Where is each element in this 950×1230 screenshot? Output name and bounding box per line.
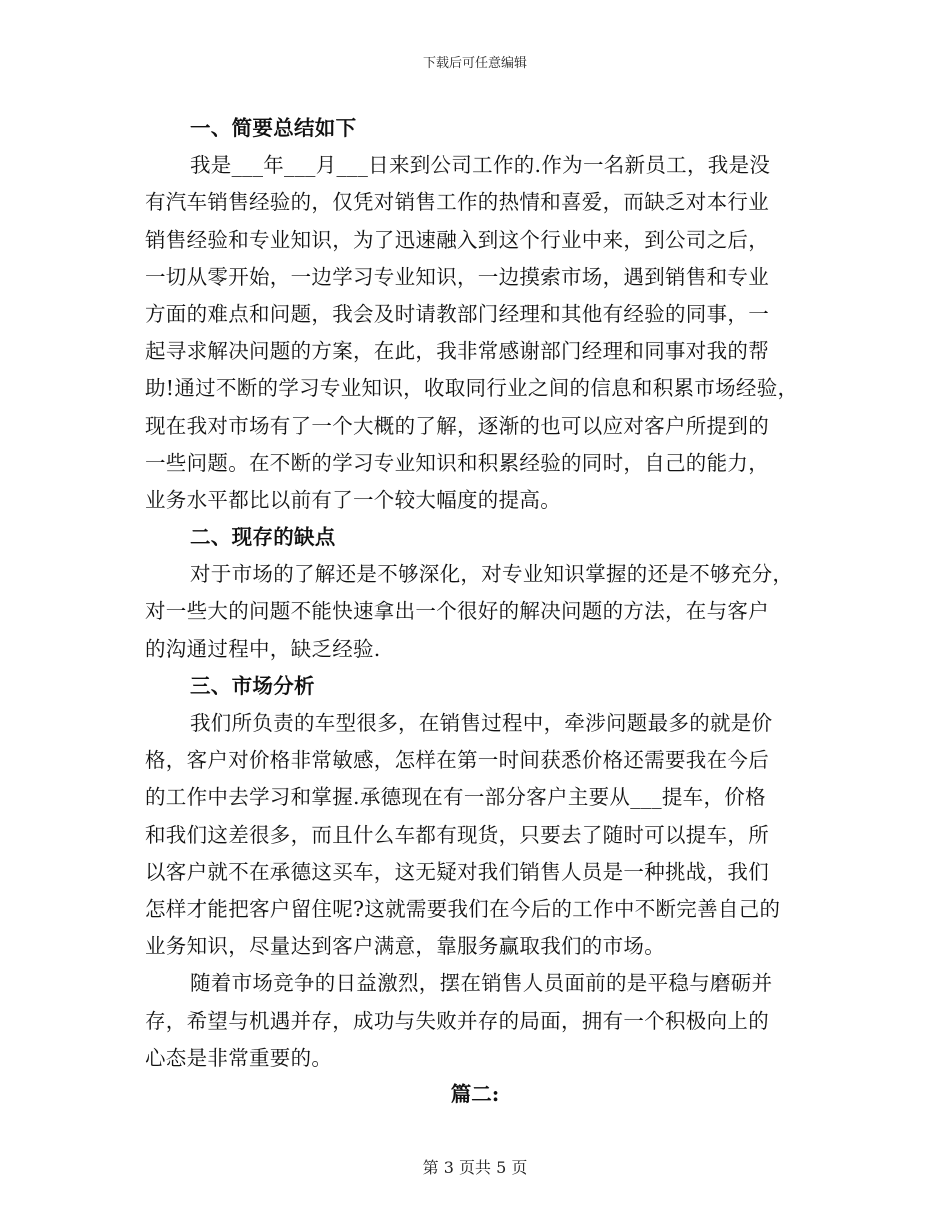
paragraph-line: 销售经验和专业知识，为了迅速融入到这个行业中来，到公司之后，	[145, 227, 769, 252]
paragraph-line: 一些问题。在不断的学习专业知识和积累经验的同时，自己的能力，	[145, 450, 769, 475]
paragraph-line: 对于市场的了解还是不够深化，对专业知识掌握的还是不够充分，	[190, 562, 794, 587]
section-title: 篇二:	[450, 1082, 500, 1106]
page-footer: 第 3 页共 5 页	[422, 1158, 528, 1177]
page-header: 下载后可任意编辑	[422, 56, 527, 71]
section-heading: 二、现存的缺点	[190, 525, 336, 550]
paragraph-line: 怎样才能把客户留住呢?这就需要我们在今后的工作中不断完善自己的	[145, 896, 781, 921]
paragraph-line: 以客户就不在承德这买车，这无疑对我们销售人员是一种挑战，我们	[145, 859, 769, 884]
section-heading: 三、市场分析	[190, 673, 315, 698]
paragraph-line: 对一些大的问题不能快速拿出一个很好的解决问题的方法，在与客户	[145, 599, 769, 624]
paragraph-line: 的沟通过程中，缺乏经验.	[145, 636, 381, 661]
paragraph-line: 心态是非常重要的。	[145, 1045, 333, 1070]
paragraph-line: 现在我对市场有了一个大概的了解，逐渐的也可以应对客户所提到的	[145, 413, 769, 438]
paragraph-line: 存，希望与机遇并存，成功与失败并存的局面，拥有一个积极向上的	[145, 1008, 769, 1033]
paragraph-line: 和我们这差很多，而且什么车都有现货，只要去了随时可以提车，所	[145, 822, 769, 847]
paragraph-line: 业务知识，尽量达到客户满意，靠服务赢取我们的市场。	[145, 934, 665, 959]
paragraph-line: 方面的难点和问题，我会及时请教部门经理和其他有经验的同事，一	[145, 301, 769, 326]
section-heading: 一、简要总结如下	[190, 116, 357, 140]
paragraph-line: 一切从零开始，一边学习专业知识，一边摸索市场，遇到销售和专业	[145, 264, 769, 289]
paragraph-line: 有汽车销售经验的，仅凭对销售工作的热情和喜爱，而缺乏对本行业	[145, 190, 769, 215]
paragraph-line: 业务水平都比以前有了一个较大幅度的提高。	[145, 487, 561, 512]
paragraph-line: 格，客户对价格非常敏感，怎样在第一时间获悉价格还需要我在今后	[145, 748, 769, 773]
document-body	[145, 110, 825, 1077]
paragraph-line: 助!通过不断的学习专业知识，收取同行业之间的信息和积累市场经验，	[145, 376, 799, 401]
paragraph-line: 我们所负责的车型很多，在销售过程中，牵涉问题最多的就是价	[190, 711, 773, 735]
paragraph-line: 的工作中去学习和掌握.承德现在有一部分客户主要从___提车，价格	[145, 785, 766, 810]
paragraph-line: 随着市场竞争的日益激烈，摆在销售人员面前的是平稳与磨砺并	[190, 971, 773, 996]
paragraph-line: 起寻求解决问题的方案，在此，我非常感谢部门经理和同事对我的帮	[145, 339, 769, 364]
paragraph-line: 我是___年___月___日来到公司工作的.作为一名新员工，我是没	[190, 153, 771, 178]
